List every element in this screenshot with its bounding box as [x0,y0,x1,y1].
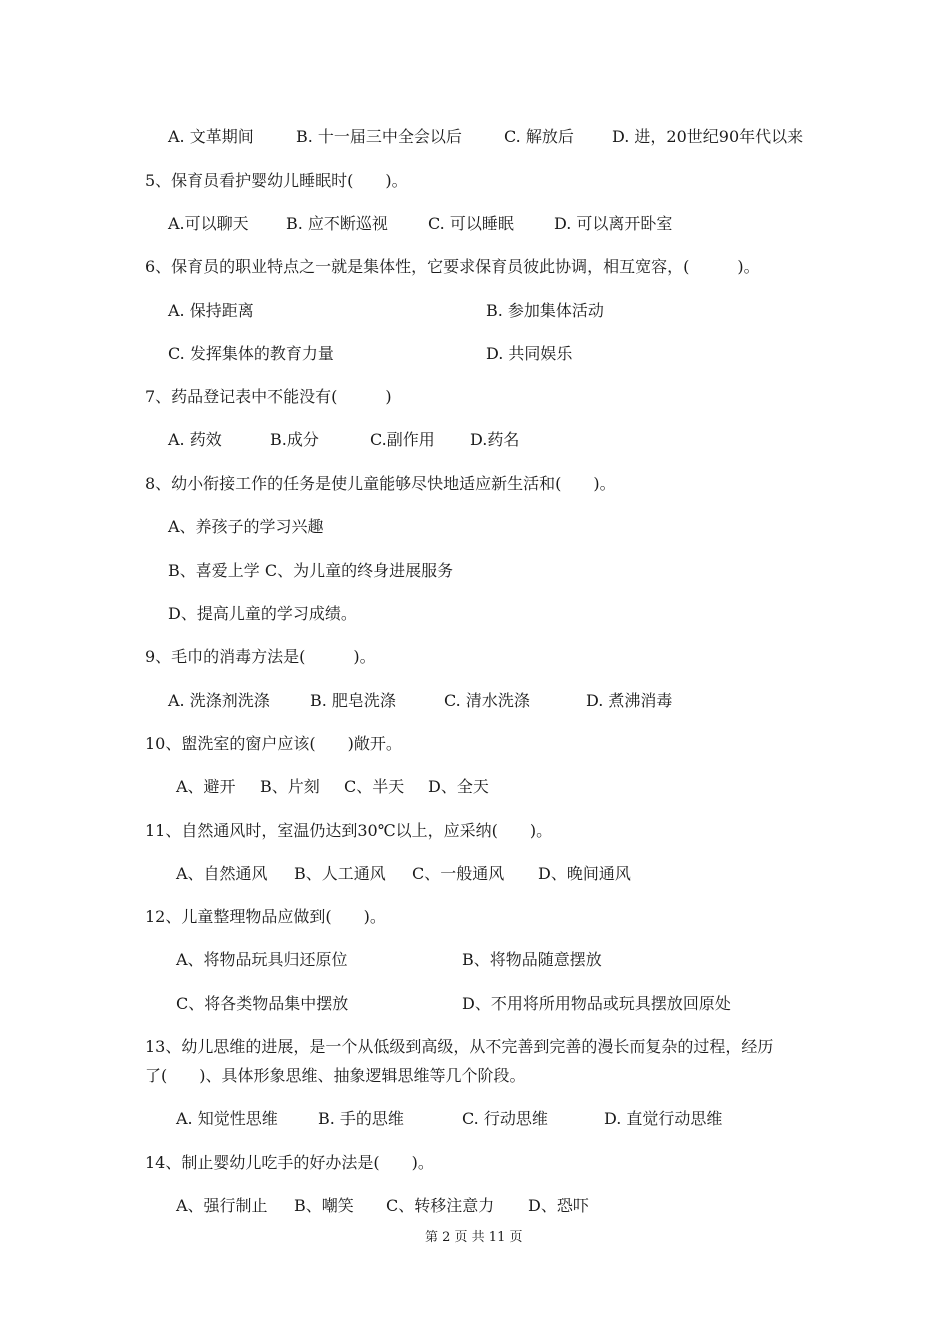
question-14-option-a: A、强行制止 [176,1196,268,1215]
question-6-stem: 6、保育员的职业特点之一就是集体性，它要求保育员彼此协调，相互宽容，( )。 [145,257,760,276]
question-13-option-a: A. 知觉性思维 [176,1109,278,1128]
question-6-option-d: D. 共同娱乐 [486,344,573,363]
page-number-footer: 第 2 页 共 11 页 [425,1230,523,1245]
question-12-option-d: D、不用将所用物品或玩具摆放回原处 [462,994,731,1013]
question-12-option-b: B、将物品随意摆放 [462,950,602,969]
question-11-stem: 11、自然通风时，室温仍达到30℃以上，应采纳( )。 [145,821,553,840]
question-7-option-d: D.药名 [470,430,520,449]
question-14-option-d: D、恐吓 [528,1196,589,1215]
question-6-option-c: C. 发挥集体的教育力量 [168,344,334,363]
question-8-option-a: A、养孩子的学习兴趣 [168,517,324,536]
question-5-option-d: D. 可以离开卧室 [554,214,673,233]
option-prev-d: D. 进，20世纪90年代以来 [612,127,804,146]
question-7-option-b: B.成分 [270,430,319,449]
question-14-option-b: B、嘲笑 [294,1196,354,1215]
question-11-option-c: C、一般通风 [412,864,505,883]
question-9-stem: 9、毛巾的消毒方法是( )。 [145,647,376,666]
question-12-option-a: A、将物品玩具归还原位 [176,950,348,969]
question-10-option-b: B、片刻 [260,777,320,796]
question-12-stem: 12、儿童整理物品应做到( )。 [145,907,386,926]
question-11-option-b: B、人工通风 [294,864,386,883]
question-6-option-a: A. 保持距离 [168,301,254,320]
question-6-option-b: B. 参加集体活动 [486,301,604,320]
question-10-option-d: D、全天 [428,777,489,796]
question-13-option-d: D. 直觉行动思维 [604,1109,723,1128]
question-8-stem: 8、幼小衔接工作的任务是使儿童能够尽快地适应新生活和( )。 [145,474,616,493]
question-9-option-b: B. 肥皂洗涤 [310,691,396,710]
question-9-option-c: C. 清水洗涤 [444,691,530,710]
question-13-option-b: B. 手的思维 [318,1109,404,1128]
question-14-stem: 14、制止婴幼儿吃手的好办法是( )。 [145,1153,434,1172]
question-8-option-b-c: B、喜爱上学 C、为儿童的终身进展服务 [168,561,454,580]
option-prev-b: B. 十一届三中全会以后 [296,127,462,146]
question-13-stem: 13、幼儿思维的进展，是一个从低级到高级，从不完善到完善的漫长而复杂的过程，经历 [145,1037,774,1056]
question-7-option-c: C.副作用 [370,430,435,449]
question-8-option-d: D、提高儿童的学习成绩。 [168,604,357,623]
question-9-option-d: D. 煮沸消毒 [586,691,673,710]
question-14-option-c: C、转移注意力 [386,1196,495,1215]
question-5-option-a: A.可以聊天 [168,214,249,233]
question-10-stem: 10、盥洗室的窗户应该( )敞开。 [145,734,402,753]
question-11-option-a: A、自然通风 [176,864,268,883]
question-9-option-a: A. 洗涤剂洗涤 [168,691,270,710]
question-5-option-b: B. 应不断巡视 [286,214,388,233]
option-prev-a: A. 文革期间 [168,127,254,146]
question-12-option-c: C、将各类物品集中摆放 [176,994,349,1013]
question-11-option-d: D、晚间通风 [538,864,631,883]
option-prev-c: C. 解放后 [504,127,574,146]
question-13-option-c: C. 行动思维 [462,1109,548,1128]
question-5-option-c: C. 可以睡眠 [428,214,514,233]
question-7-stem: 7、药品登记表中不能没有( ) [145,387,392,406]
question-5-stem: 5、保育员看护婴幼儿睡眠时( )。 [145,171,408,190]
question-13-stem-continued: 了( )、具体形象思维、抽象逻辑思维等几个阶段。 [145,1066,526,1085]
question-7-option-a: A. 药效 [168,430,222,449]
question-10-option-a: A、避开 [176,777,236,796]
question-10-option-c: C、半天 [344,777,405,796]
